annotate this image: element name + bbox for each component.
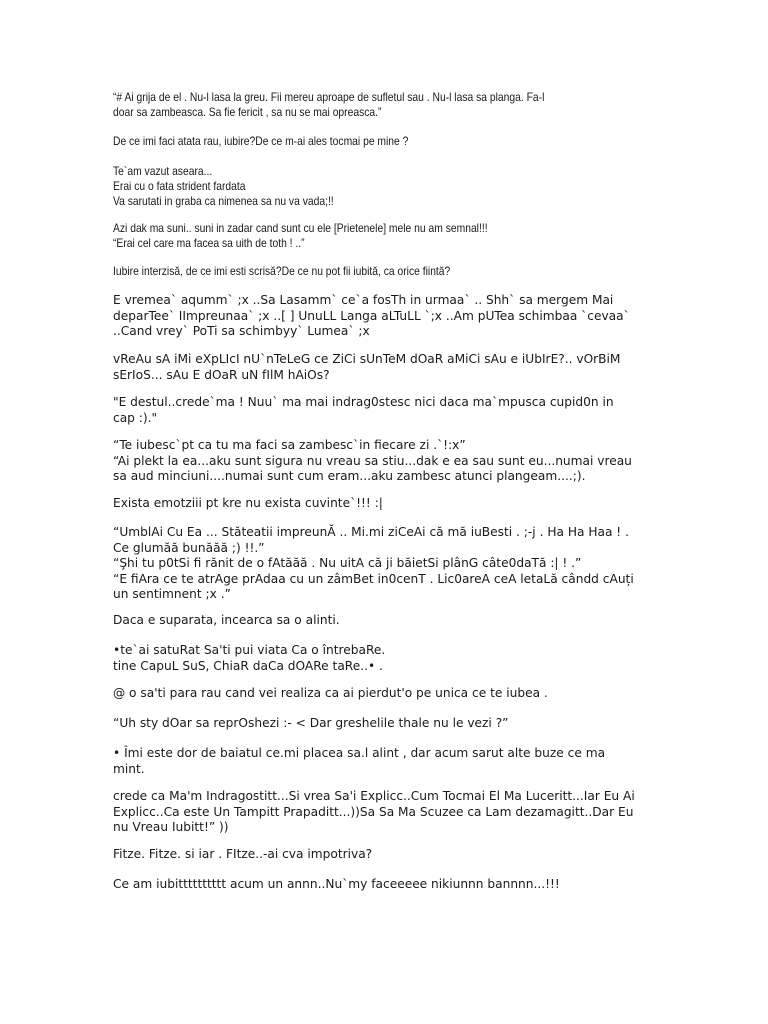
paragraph-e-vremea: E vremea` aqumm` ;x ..Sa Lasamm` ce`a fosTh in urmaa` .. Shh` sa mergem Mai deparTee` IImpreunaa` ;x ..[ ] UnuLL Langa aLTuLL `;x ..Am pUTea schimbaa `cevaa` ..Cand vrey` PoTi sa schimbyy` Lumea` ;x <box>113 293 630 338</box>
paragraph-te-am-vazut: Te`am vazut aseara... Erai cu o fata strident fardata Va sarutati in graba ca nimenea sa nu va vada;!! <box>113 164 334 208</box>
paragraph-umblai: “UmblAi Cu Ea ... Stăteatii impreunĂ .. Mi.mi ziCeAi că mă iuBesti . ;-j . Ha Ha Haa ! . Ce glumăă bunăăă ;) !!.” “Şhi tu p0tSi fi rănit de o fAtăăă . Nu uitA că ji băietSi plânG câte0daTă :| ! .” “E fiAra ce te atrAge prAdaa cu un zâmBet in0cenT . Lic0areA ceA letaLă cândd cAuți un sentimnent ;x .” <box>113 525 634 601</box>
paragraph-vreau-sa-imi: vReAu sA iMi eXpLIcI nU`nTeLeG ce ZiCi sUnTeM dOaR aMiCi sAu e iUbIrE?.. vOrBiM sErIoS... sAu E dOaR uN fIlM hAiOs? <box>113 352 621 382</box>
paragraph-te-ai-saturat: •te`ai satuRat Sa'ti pui viata Ca o întrebaRe. tine CapuL SuS, ChiaR daCa dOARe taRe..• . <box>113 643 386 673</box>
paragraph-ce-am-iubit: Ce am iubitttttttttt acum un annn..Nu`my faceeeee nikiunnn bannnn...!!! <box>113 877 560 891</box>
paragraph-te-iubesc: “Te iubesc`pt ca tu ma faci sa zambesc`in fiecare zi .`!:x” “Ai plekt la ea...aku sunt sigura nu vreau sa stiu...dak e ea sau sunt eu...numai vreau sa aud minciuni....numai sunt cum eram...aku zambesc atunci plangeam....;). <box>113 438 632 483</box>
paragraph-exista-emotzii: Exista emotziii pt kre nu exista cuvinte`!!! :| <box>113 496 383 510</box>
paragraph-crede-ca: crede ca Ma'm Indragostitt...Si vrea Sa'i Explicc..Cum Tocmai El Ma Luceritt...Iar Eu Ai Explicc..Ca este Un Tampitt Prapaditt...))Sa Sa Ma Scuzee ca Lam dezamagitt..Dar Eu nu Vreau Iubitt!” )) <box>113 789 635 834</box>
paragraph-imi-este-dor: • Îmi este dor de baiatul ce.mi placea sa.l alint , dar acum sarut alte buze ce ma mint. <box>113 746 606 776</box>
paragraph-quote-grija: “# Ai grija de el . Nu-l lasa la greu. Fii mereu aproape de sufletul sau . Nu-l lasa sa planga. Fa-l doar sa zambeasca. Sa fie fericit , sa nu se mai opreasca.” <box>113 90 545 119</box>
paragraph-uh-sty: “Uh sty dOar sa reprOshezi :- < Dar greshelile thale nu le vezi ?” <box>113 716 509 730</box>
paragraph-de-ce: De ce imi faci atata rau, iubire?De ce m-ai ales tocmai pe mine ? <box>113 134 409 148</box>
paragraph-e-destul: "E destul..crede`ma ! Nuu` ma mai indrag0stesc nici daca ma`mpusca cupid0n in cap :)." <box>113 395 614 425</box>
paragraph-iubire-interzisa: Iubire interzisă, de ce imi esti scrisă?De ce nu pot fii iubită, ca orice fiintă? <box>113 264 451 278</box>
paragraph-daca-e-suparata: Daca e suparata, incearca sa o alinti. <box>113 613 340 627</box>
paragraph-azi-dak: Azi dak ma suni.. suni in zadar cand sunt cu ele [Prietenele] mele nu am semnal!!! “Erai cel care ma facea sa uith de toth ! ..” <box>113 221 488 250</box>
paragraph-o-sa-ti-para: @ o sa'ti para rau cand vei realiza ca ai pierdut'o pe unica ce te iubea . <box>113 686 548 700</box>
paragraph-fitze: Fitze. Fitze. si iar . FItze..-ai cva impotriva? <box>113 847 373 861</box>
